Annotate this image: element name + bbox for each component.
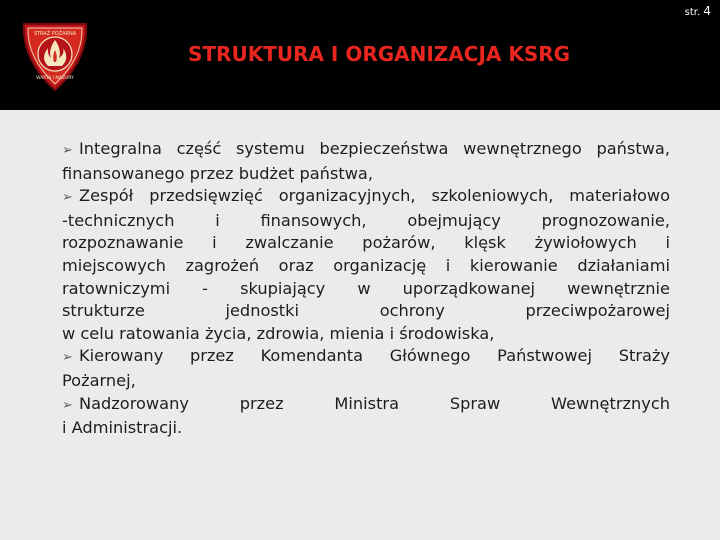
bullet-line: finansowanego przez budżet państwa, [62,163,374,183]
arrow-bullet-icon: ➢ [62,190,73,206]
page-label: str. [684,7,701,18]
bullet-line: ➢ Nadzorowany przez Ministra Spraw Wewnętrznych [79,393,670,418]
bullet-line: i Administracji. [62,418,183,438]
bullet-item [62,138,670,185]
logo-top-text: STRAŻ POŻARNA [33,31,77,37]
bullet-line: -technicznych i finansowych, obejmujący prognozowanie, [62,210,670,230]
bullet-item [62,393,670,440]
bullet-line: Pożarnej, [62,370,136,390]
arrow-bullet-icon: ➢ [62,350,73,366]
bullet-line: miejscowych zagrożeń oraz organizację i kierowanie działaniami [62,255,670,275]
slide-title: STRUKTURA I ORGANIZACJA KSRG [188,42,571,66]
fire-brigade-logo [18,20,92,92]
bullet-line: strukturze jednostki ochrony przeciwpożarowej [62,301,670,321]
page-number [685,4,711,18]
bullet-line: ➢ Zespół przedsięwzięć organizacyjnych, szkoleniowych, materiałowo [79,185,670,210]
page-number-value: 4 [703,4,711,18]
bullet-item [62,345,670,392]
bullet-line: w celu ratowania życia, zdrowia, mienia i środowiska, [62,323,495,343]
arrow-bullet-icon: ➢ [62,397,73,413]
bullet-list [62,138,670,440]
bullet-item [62,185,670,345]
bullet-line: ➢ Integralna część systemu bezpieczeństwa wewnętrznego państwa, [79,138,670,163]
bullet-line: ratowniczymi - skupiający w uporządkowanej wewnętrznie [62,278,670,298]
logo-bottom-text: WARTA I MAZURY [36,76,74,81]
arrow-bullet-icon: ➢ [62,143,73,158]
bullet-line: rozpoznawanie i zwalczanie pożarów, klęsk żywiołowych i [62,233,670,253]
bullet-line: ➢ Kierowany przez Komendanta Głównego Państwowej Straży [79,345,670,370]
header-bar [0,0,720,110]
